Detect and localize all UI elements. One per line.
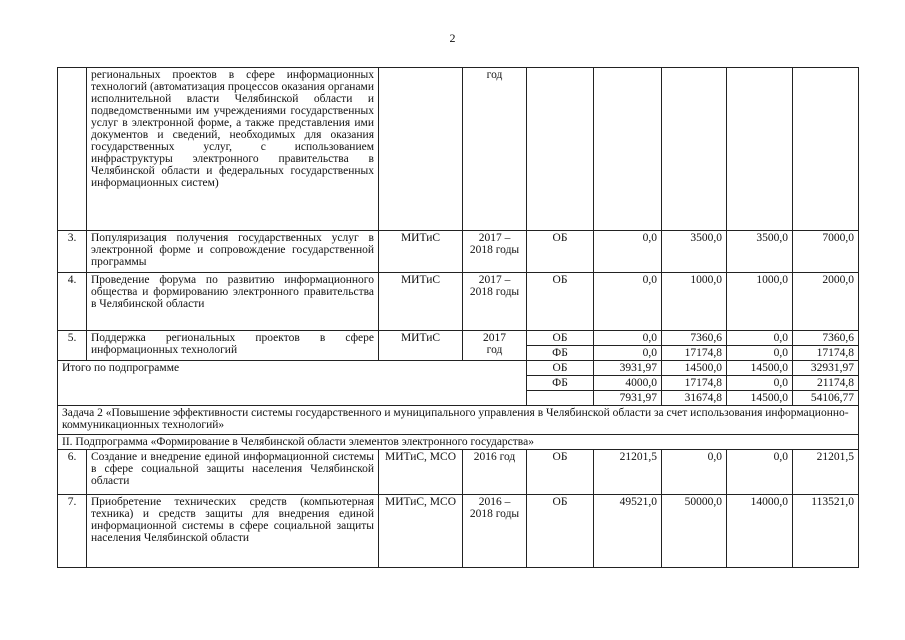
row-number: 4. <box>58 273 87 331</box>
measure-description: Поддержка региональных проектов в сфере информационных технологий <box>87 331 379 361</box>
value-2016: 21201,5 <box>594 450 662 495</box>
value-cell <box>662 68 727 231</box>
page-number: 2 <box>449 31 456 45</box>
value-2016: 3931,97 <box>594 361 662 376</box>
period-cell: год <box>463 68 527 231</box>
period: 2017 – 2018 годы <box>463 231 527 273</box>
value-2017: 7360,6 <box>662 331 727 346</box>
table-row <box>58 450 859 495</box>
value-total: 7360,6 <box>793 331 859 346</box>
row-number: 3. <box>58 231 87 273</box>
value-2017: 17174,8 <box>662 346 727 361</box>
funding-source: ОБ <box>527 273 594 331</box>
period-unit: год <box>486 344 503 356</box>
source-cell <box>527 68 594 231</box>
subtotal-label: Итого по подпрограмме <box>58 361 527 406</box>
executor: МИТиС, МСО <box>379 495 463 568</box>
table-row <box>58 273 859 331</box>
value-2017: 1000,0 <box>662 273 727 331</box>
value-cell <box>793 68 859 231</box>
executor: МИТиС <box>379 331 463 361</box>
table-row <box>58 68 859 231</box>
subprogram-heading: II. Подпрограмма «Формирование в Челябинской области элементов электронного государства» <box>58 435 859 450</box>
table-row <box>58 331 859 346</box>
value-total: 21201,5 <box>793 450 859 495</box>
value-2017: 50000,0 <box>662 495 727 568</box>
executor-cell <box>379 68 463 231</box>
funding-source: ОБ <box>527 331 594 346</box>
measure-description: Популяризация получения государственных услуг в электронной форме и сопровождение государственной программы <box>87 231 379 273</box>
value-2017: 14500,0 <box>662 361 727 376</box>
row-number-cell <box>58 68 87 231</box>
value-2018: 14500,0 <box>727 391 793 406</box>
period: 2017 – 2018 годы <box>463 273 527 331</box>
measure-description: региональных проектов в сфере информационных технологий (автоматизация процессов оказания органами исполнительной власти Челябинской области и подведомственными им учреждениями государственных услуг в электронной форме, а также представления ими документов и сведений, необходимых для оказания государственных услуг, с использованием инфраструктуры электронного правительства в Челябинской области и федеральных государственных информационных систем) <box>87 68 379 231</box>
value-2018: 14500,0 <box>727 361 793 376</box>
table-row <box>58 231 859 273</box>
value-cell <box>727 68 793 231</box>
subtotal-row <box>58 361 859 376</box>
value-total: 17174,8 <box>793 346 859 361</box>
row-number: 7. <box>58 495 87 568</box>
task-heading: Задача 2 «Повышение эффективности системы государственного и муниципального управления в Челябинской области за счет использования информационно-коммуникационных технологий» <box>58 406 859 435</box>
row-number: 6. <box>58 450 87 495</box>
value-total: 113521,0 <box>793 495 859 568</box>
value-cell <box>594 68 662 231</box>
value-2016: 0,0 <box>594 346 662 361</box>
funding-source: ОБ <box>527 495 594 568</box>
value-total: 21174,8 <box>793 376 859 391</box>
value-2017: 17174,8 <box>662 376 727 391</box>
funding-source: ОБ <box>527 231 594 273</box>
value-2018: 0,0 <box>727 331 793 346</box>
value-total: 2000,0 <box>793 273 859 331</box>
value-2018: 0,0 <box>727 376 793 391</box>
value-2018: 0,0 <box>727 346 793 361</box>
value-2016: 7931,97 <box>594 391 662 406</box>
value-2017: 3500,0 <box>662 231 727 273</box>
value-2016: 4000,0 <box>594 376 662 391</box>
funding-source: ФБ <box>527 346 594 361</box>
value-2018: 14000,0 <box>727 495 793 568</box>
executor: МИТиС, МСО <box>379 450 463 495</box>
value-total: 32931,97 <box>793 361 859 376</box>
funding-source: ФБ <box>527 376 594 391</box>
period: 2016 год <box>463 450 527 495</box>
value-2016: 0,0 <box>594 231 662 273</box>
measure-description: Создание и внедрение единой информационной системы в сфере социальной защиты населения Челябинской области <box>87 450 379 495</box>
value-2017: 0,0 <box>662 450 727 495</box>
value-2018: 1000,0 <box>727 273 793 331</box>
value-2018: 0,0 <box>727 450 793 495</box>
funding-source: ОБ <box>527 450 594 495</box>
value-total: 7000,0 <box>793 231 859 273</box>
task-row <box>58 406 859 435</box>
value-total: 54106,77 <box>793 391 859 406</box>
period: 2016 – 2018 годы <box>463 495 527 568</box>
subprogram-row <box>58 435 859 450</box>
funding-source <box>527 391 594 406</box>
measure-description: Проведение форума по развитию информационного общества и формированию электронного правительства в Челябинской области <box>87 273 379 331</box>
executor: МИТиС <box>379 273 463 331</box>
funding-source: ОБ <box>527 361 594 376</box>
measure-description: Приобретение технических средств (компьютерная техника) и средств защиты для внедрения единой информационной системы в сфере социальной защиты населения Челябинской области <box>87 495 379 568</box>
row-number: 5. <box>58 331 87 361</box>
value-2016: 0,0 <box>594 331 662 346</box>
period-year: 2017 <box>483 332 506 344</box>
value-2016: 0,0 <box>594 273 662 331</box>
table-row <box>58 495 859 568</box>
period <box>463 331 527 361</box>
value-2017: 31674,8 <box>662 391 727 406</box>
executor: МИТиС <box>379 231 463 273</box>
value-2016: 49521,0 <box>594 495 662 568</box>
budget-table <box>57 67 859 568</box>
value-2018: 3500,0 <box>727 231 793 273</box>
